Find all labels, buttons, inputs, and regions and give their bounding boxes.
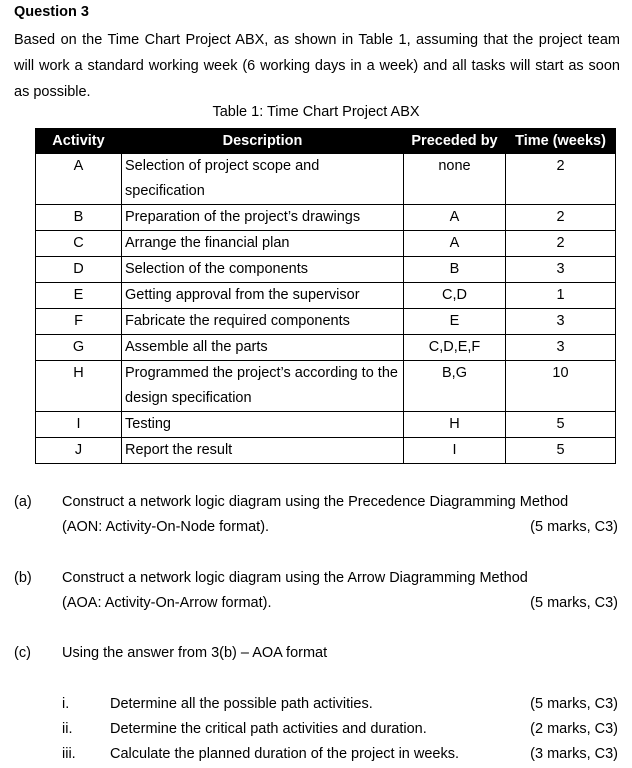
part-c-label: (c) <box>14 645 31 661</box>
table-caption: Table 1: Time Chart Project ABX <box>212 104 420 120</box>
part-c-line1: Using the answer from 3(b) – AOA format <box>62 645 328 661</box>
header-activity: Activity <box>36 129 122 154</box>
cell-time: 3 <box>506 257 616 283</box>
subpart-i-text: Determine all the possible path activities. <box>110 696 373 712</box>
cell-activity: E <box>36 283 122 309</box>
cell-description: Getting approval from the supervisor <box>122 283 404 309</box>
cell-description: Arrange the financial plan <box>122 231 404 257</box>
table-row <box>36 231 616 257</box>
table-row <box>36 438 616 464</box>
cell-time: 2 <box>506 231 616 257</box>
cell-description: Testing <box>122 412 404 438</box>
cell-preceded-by: A <box>404 205 506 231</box>
cell-description: Selection of project scope and specification <box>122 154 404 205</box>
time-chart-table <box>35 128 616 464</box>
part-a-line1: Construct a network logic diagram using the Precedence Diagramming Method <box>62 494 569 510</box>
subpart-iii-text: Calculate the planned duration of the project in weeks. <box>110 746 460 762</box>
cell-time: 2 <box>506 205 616 231</box>
cell-preceded-by: H <box>404 412 506 438</box>
cell-time: 2 <box>506 154 616 205</box>
table-header-row <box>36 129 616 154</box>
header-time: Time (weeks) <box>506 129 616 154</box>
cell-preceded-by: E <box>404 309 506 335</box>
part-b-line1: Construct a network logic diagram using the Arrow Diagramming Method <box>62 570 528 586</box>
cell-preceded-by: none <box>404 154 506 205</box>
subpart-i-label: i. <box>62 696 70 712</box>
cell-preceded-by: I <box>404 438 506 464</box>
part-a-label: (a) <box>14 494 32 510</box>
cell-time: 10 <box>506 361 616 412</box>
part-b-line2: (AOA: Activity-On-Arrow format). <box>62 595 272 611</box>
question-title: Question 3 <box>14 4 89 20</box>
cell-description: Report the result <box>122 438 404 464</box>
header-description: Description <box>122 129 404 154</box>
header-preceded-by: Preceded by <box>404 129 506 154</box>
cell-activity: I <box>36 412 122 438</box>
table-row <box>36 154 616 205</box>
part-a-marks: (5 marks, C3) <box>530 519 618 535</box>
cell-description: Fabricate the required components <box>122 309 404 335</box>
cell-time: 1 <box>506 283 616 309</box>
cell-description: Programmed the project’s according to the design specification <box>122 361 404 412</box>
table-row <box>36 412 616 438</box>
cell-description: Selection of the components <box>122 257 404 283</box>
cell-activity: H <box>36 361 122 412</box>
subpart-ii-label: ii. <box>62 721 73 737</box>
cell-time: 5 <box>506 438 616 464</box>
cell-description: Preparation of the project’s drawings <box>122 205 404 231</box>
cell-preceded-by: B <box>404 257 506 283</box>
cell-activity: A <box>36 154 122 205</box>
cell-activity: D <box>36 257 122 283</box>
table-row <box>36 361 616 412</box>
table-row <box>36 283 616 309</box>
cell-activity: J <box>36 438 122 464</box>
cell-activity: G <box>36 335 122 361</box>
subpart-iii-marks: (3 marks, C3) <box>530 746 618 762</box>
subpart-ii-text: Determine the critical path activities and duration. <box>110 721 427 737</box>
table-row <box>36 335 616 361</box>
cell-activity: F <box>36 309 122 335</box>
part-b-marks: (5 marks, C3) <box>530 595 618 611</box>
cell-activity: B <box>36 205 122 231</box>
part-b-label: (b) <box>14 570 32 586</box>
cell-preceded-by: A <box>404 231 506 257</box>
table-row <box>36 257 616 283</box>
cell-time: 5 <box>506 412 616 438</box>
cell-time: 3 <box>506 335 616 361</box>
table-row <box>36 309 616 335</box>
cell-activity: C <box>36 231 122 257</box>
cell-description: Assemble all the parts <box>122 335 404 361</box>
part-a-line2: (AON: Activity-On-Node format). <box>62 519 270 535</box>
cell-time: 3 <box>506 309 616 335</box>
cell-preceded-by: C,D,E,F <box>404 335 506 361</box>
question-intro: Based on the Time Chart Project ABX, as shown in Table 1, assuming that the project team will work a standard working week (6 working days in a week) and all tasks will start as soon as possible. <box>14 32 620 100</box>
cell-preceded-by: C,D <box>404 283 506 309</box>
subpart-iii-label: iii. <box>62 746 76 762</box>
subpart-ii-marks: (2 marks, C3) <box>530 721 618 737</box>
cell-preceded-by: B,G <box>404 361 506 412</box>
subpart-i-marks: (5 marks, C3) <box>530 696 618 712</box>
table-row <box>36 205 616 231</box>
